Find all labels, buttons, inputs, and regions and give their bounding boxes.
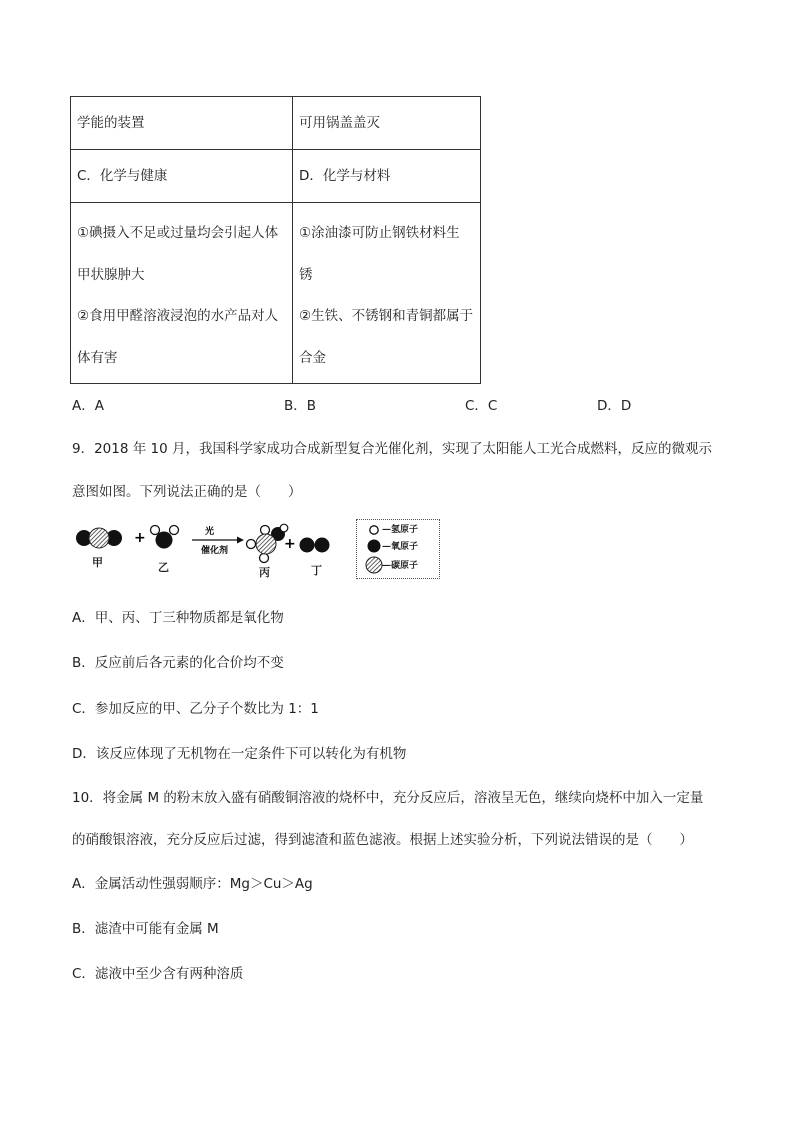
cell-line: ②生铁、不锈钢和青铜都属于 — [299, 308, 474, 324]
table-cell-materials — [293, 203, 481, 384]
reaction-diagram-svg — [72, 516, 342, 584]
q10-option-b[interactable]: B．滤渣中可能有金属 M — [72, 921, 219, 937]
q8-option-c[interactable]: C．C — [465, 398, 498, 414]
table-row — [71, 97, 481, 150]
label-bing: 丙 — [259, 566, 270, 579]
q8-option-b[interactable]: B．B — [284, 398, 317, 414]
molecule-yi-icon — [151, 526, 179, 549]
table-cell: 学能的装置 — [71, 97, 293, 150]
q9-option-c[interactable]: C．参加反应的甲、乙分子个数比为 1：1 — [72, 701, 319, 717]
reaction-diagram — [72, 516, 342, 588]
cell-line: ②食用甲醛溶液浸泡的水产品对人 — [77, 308, 279, 324]
q10-stem-line1: 10．将金属 M 的粉末放入盛有硝酸铜溶液的烧杯中，充分反应后，溶液呈无色，继续向烧杯中加入一定量 — [72, 790, 704, 806]
cell-line: 锈 — [299, 266, 313, 283]
oxygen-atom-icon — [368, 540, 381, 553]
molecule-ding-icon — [300, 538, 330, 553]
cell-line: 体有害 — [77, 349, 118, 366]
table-cell-header-d: D．化学与材料 — [293, 150, 481, 203]
q9-option-d[interactable]: D．该反应体现了无机物在一定条件下可以转化为有机物 — [72, 746, 407, 762]
table-cell-header-c: C．化学与健康 — [71, 150, 293, 203]
q9-stem-line1: 9．2018 年 10 月，我国科学家成功合成新型复合光催化剂，实现了太阳能人工光合成燃料，反应的微观示 — [72, 441, 712, 457]
table-cell: 可用锅盖盖灭 — [293, 97, 481, 150]
table-row — [71, 150, 481, 203]
label-jia: 甲 — [92, 556, 103, 569]
label-ding: 丁 — [311, 564, 322, 577]
comparison-table — [70, 96, 481, 384]
hydrogen-atom-icon — [370, 526, 378, 534]
plus-sign: + — [284, 536, 296, 552]
q10-option-c[interactable]: C．滤液中至少含有两种溶质 — [72, 966, 244, 982]
cell-line: 甲状腺肿大 — [77, 266, 145, 283]
q10-stem-line2: 的硝酸银溶液，充分反应后过滤，得到滤渣和蓝色滤液。根据上述实验分析，下列说法错误的是（ ） — [72, 832, 693, 848]
molecule-bing-icon — [247, 524, 288, 562]
arrow-label-light: 光 — [205, 527, 215, 537]
legend-oxygen-label: —氧原子 — [382, 542, 419, 552]
cell-line: ①碘摄入不足或过量均会引起人体 — [77, 225, 279, 241]
plus-sign: + — [134, 530, 146, 546]
carbon-atom-icon — [366, 557, 382, 573]
table-cell-health — [71, 203, 293, 384]
cell-line: 合金 — [299, 349, 326, 366]
q10-option-a[interactable]: A．金属活动性强弱顺序：Mg＞Cu＞Ag — [72, 876, 313, 892]
q8-option-d[interactable]: D．D — [597, 398, 632, 414]
q9-option-a[interactable]: A．甲、丙、丁三种物质都是氧化物 — [72, 610, 284, 626]
q9-stem-line2: 意图如图。下列说法正确的是（ ） — [72, 484, 302, 500]
q8-option-a[interactable]: A．A — [72, 398, 104, 414]
table-row — [71, 203, 481, 384]
label-yi: 乙 — [158, 561, 169, 574]
legend-hydrogen-label: —氢原子 — [382, 525, 419, 535]
atom-legend — [356, 519, 440, 579]
legend-carbon-label: —碳原子 — [382, 561, 419, 571]
cell-line: ①涂油漆可防止钢铁材料生 — [299, 225, 460, 241]
q9-option-b[interactable]: B．反应前后各元素的化合价均不变 — [72, 655, 284, 671]
arrow-label-catalyst: 催化剂 — [201, 546, 229, 556]
molecule-jia-icon — [76, 528, 122, 548]
